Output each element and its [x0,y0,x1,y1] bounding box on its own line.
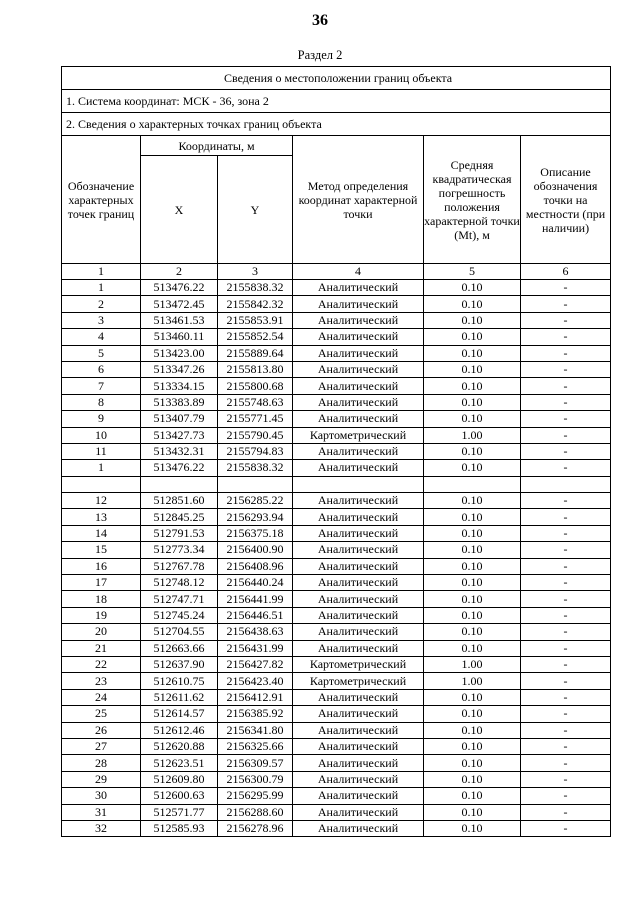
section-label: Раздел 2 [297,48,343,62]
column-number: 3 [218,264,293,280]
cell-y: 2155790.45 [218,427,293,443]
header-error: Средняя квадратическая погрешность положения характерной точки (Mt), м [424,136,521,264]
cell-point: 2 [62,296,141,312]
cell-desc: - [521,361,611,377]
cell-error: 0.10 [424,411,521,427]
cell-desc: - [521,296,611,312]
table-row [62,771,611,787]
page-number: 36 [312,12,328,29]
cell-error: 0.10 [424,280,521,296]
cell-x: 512571.77 [141,804,218,820]
table-row [62,640,611,656]
cell-method: Аналитический [293,411,424,427]
cell-error: 0.10 [424,525,521,541]
cell-x: 512585.93 [141,820,218,836]
cell-y: 2156341.80 [218,722,293,738]
cell-error: 1.00 [424,427,521,443]
header-coords: Координаты, м [141,136,293,156]
cell-point: 30 [62,788,141,804]
cell-point: 25 [62,706,141,722]
cell-desc: - [521,558,611,574]
cell-method: Картометрический [293,427,424,443]
cell-y: 2156295.99 [218,788,293,804]
cell-point: 28 [62,755,141,771]
table-row [62,509,611,525]
table-row [62,673,611,689]
cell-point: 6 [62,361,141,377]
cell-desc: - [521,738,611,754]
cell-desc: - [521,329,611,345]
cell-desc [521,476,611,492]
cell-y: 2156427.82 [218,656,293,672]
header-y: Y [218,156,293,264]
cell-x: 512773.34 [141,542,218,558]
cell-y: 2156400.90 [218,542,293,558]
header-method: Метод определения координат характерной точки [293,136,424,264]
cell-method: Аналитический [293,706,424,722]
table-row [62,476,611,492]
cell-error: 0.10 [424,558,521,574]
cell-error: 0.10 [424,542,521,558]
cell-error: 0.10 [424,443,521,459]
cell-method: Аналитический [293,493,424,509]
cell-method: Аналитический [293,296,424,312]
cell-desc: - [521,755,611,771]
cell-error: 0.10 [424,312,521,328]
cell-desc: - [521,493,611,509]
cell-x: 512610.75 [141,673,218,689]
cell-x: 512611.62 [141,689,218,705]
cell-error: 0.10 [424,460,521,476]
cell-error: 0.10 [424,329,521,345]
column-number: 5 [424,264,521,280]
cell-desc: - [521,280,611,296]
cell-desc: - [521,411,611,427]
header-point: Обозначение характерных точек границ [62,136,141,264]
table-title: Сведения о местоположении границ объекта [62,67,611,90]
table-row [62,460,611,476]
cell-point: 21 [62,640,141,656]
cell-x: 513460.11 [141,329,218,345]
cell-x: 512745.24 [141,607,218,623]
cell-error: 0.10 [424,345,521,361]
points-table-body [62,280,611,837]
table-row [62,345,611,361]
cell-error: 0.10 [424,394,521,410]
cell-x: 512637.90 [141,656,218,672]
cell-desc: - [521,656,611,672]
cell-y [218,476,293,492]
cell-x: 513432.31 [141,443,218,459]
table-row [62,788,611,804]
cell-y: 2156278.96 [218,820,293,836]
cell-error: 0.10 [424,788,521,804]
cell-x: 512767.78 [141,558,218,574]
cell-x: 513476.22 [141,460,218,476]
cell-error: 0.10 [424,493,521,509]
cell-method: Аналитический [293,624,424,640]
cell-point: 1 [62,460,141,476]
cell-point: 11 [62,443,141,459]
cell-error [424,476,521,492]
cell-error: 0.10 [424,771,521,787]
cell-method: Аналитический [293,509,424,525]
cell-x: 512600.63 [141,788,218,804]
cell-x [141,476,218,492]
cell-desc: - [521,378,611,394]
cell-method: Аналитический [293,722,424,738]
cell-desc: - [521,788,611,804]
cell-x: 512747.71 [141,591,218,607]
cell-method: Аналитический [293,378,424,394]
cell-method: Аналитический [293,542,424,558]
cell-method: Картометрический [293,673,424,689]
table-row [62,280,611,296]
cell-y: 2156375.18 [218,525,293,541]
cell-y: 2156446.51 [218,607,293,623]
table-row [62,689,611,705]
cell-method: Аналитический [293,394,424,410]
cell-desc: - [521,771,611,787]
points-heading: 2. Сведения о характерных точках границ объекта [62,113,611,136]
cell-x: 512663.66 [141,640,218,656]
cell-point: 24 [62,689,141,705]
cell-error: 1.00 [424,656,521,672]
cell-desc: - [521,607,611,623]
cell-method: Аналитический [293,607,424,623]
cell-y: 2155771.45 [218,411,293,427]
cell-x: 512614.57 [141,706,218,722]
cell-method: Аналитический [293,591,424,607]
cell-x: 513407.79 [141,411,218,427]
cell-error: 0.10 [424,640,521,656]
cell-point: 12 [62,493,141,509]
cell-method: Аналитический [293,280,424,296]
table-row [62,607,611,623]
cell-desc: - [521,575,611,591]
cell-method: Аналитический [293,558,424,574]
table-row [62,493,611,509]
column-number: 6 [521,264,611,280]
cell-y: 2155853.91 [218,312,293,328]
cell-desc: - [521,542,611,558]
cell-point: 5 [62,345,141,361]
column-numbers-row [62,264,611,280]
cell-x: 513347.26 [141,361,218,377]
cell-x: 513427.73 [141,427,218,443]
cell-method: Аналитический [293,361,424,377]
cell-desc: - [521,509,611,525]
cell-point: 17 [62,575,141,591]
cell-point: 9 [62,411,141,427]
cell-error: 0.10 [424,755,521,771]
column-number: 4 [293,264,424,280]
cell-desc: - [521,394,611,410]
cell-point: 26 [62,722,141,738]
cell-point: 23 [62,673,141,689]
cell-point: 13 [62,509,141,525]
cell-y: 2155794.83 [218,443,293,459]
cell-point: 3 [62,312,141,328]
cell-y: 2155838.32 [218,460,293,476]
cell-x: 512612.46 [141,722,218,738]
cell-x: 513334.15 [141,378,218,394]
cell-point: 14 [62,525,141,541]
table-row [62,427,611,443]
cell-method: Аналитический [293,345,424,361]
cell-method: Аналитический [293,788,424,804]
cell-method: Аналитический [293,525,424,541]
column-number: 2 [141,264,218,280]
cell-method: Аналитический [293,820,424,836]
cell-point: 16 [62,558,141,574]
cell-x: 512845.25 [141,509,218,525]
cell-point: 10 [62,427,141,443]
cell-point: 8 [62,394,141,410]
cell-desc: - [521,820,611,836]
cell-y: 2155838.32 [218,280,293,296]
cell-error: 0.10 [424,509,521,525]
cell-x: 513476.22 [141,280,218,296]
cell-error: 0.10 [424,738,521,754]
table-row [62,820,611,836]
cell-desc: - [521,673,611,689]
table-row [62,525,611,541]
column-number: 1 [62,264,141,280]
cell-y: 2156309.57 [218,755,293,771]
cell-desc: - [521,345,611,361]
cell-point: 15 [62,542,141,558]
cell-point: 1 [62,280,141,296]
cell-error: 0.10 [424,591,521,607]
cell-error: 0.10 [424,722,521,738]
table-row [62,656,611,672]
cell-y: 2156408.96 [218,558,293,574]
cell-point: 22 [62,656,141,672]
cell-point: 7 [62,378,141,394]
cell-y: 2155852.54 [218,329,293,345]
cell-desc: - [521,706,611,722]
table-row [62,329,611,345]
cell-x: 512748.12 [141,575,218,591]
cell-desc: - [521,443,611,459]
cell-point: 19 [62,607,141,623]
cell-point: 20 [62,624,141,640]
cell-desc: - [521,640,611,656]
cell-desc: - [521,525,611,541]
cell-method: Аналитический [293,460,424,476]
table-row [62,575,611,591]
cell-y: 2156440.24 [218,575,293,591]
cell-desc: - [521,689,611,705]
cell-y: 2155800.68 [218,378,293,394]
cell-error: 0.10 [424,706,521,722]
table-row [62,378,611,394]
table-row [62,722,611,738]
table-row [62,312,611,328]
cell-method: Аналитический [293,575,424,591]
cell-y: 2156438.63 [218,624,293,640]
cell-y: 2156412.91 [218,689,293,705]
cell-desc: - [521,624,611,640]
cell-desc: - [521,427,611,443]
table-row [62,443,611,459]
cell-desc: - [521,312,611,328]
cell-x: 513461.53 [141,312,218,328]
cell-error: 0.10 [424,575,521,591]
table-row [62,591,611,607]
table-row [62,411,611,427]
table-row [62,361,611,377]
boundary-points-table [61,66,611,837]
cell-x: 512620.88 [141,738,218,754]
cell-error: 0.10 [424,361,521,377]
cell-y: 2156325.66 [218,738,293,754]
cell-y: 2156288.60 [218,804,293,820]
cell-x: 512704.55 [141,624,218,640]
table-row [62,755,611,771]
cell-desc: - [521,804,611,820]
cell-y: 2156385.92 [218,706,293,722]
cell-x: 512851.60 [141,493,218,509]
cell-method: Аналитический [293,329,424,345]
table-row [62,804,611,820]
header-x: X [141,156,218,264]
table-row [62,542,611,558]
cell-error: 0.10 [424,624,521,640]
cell-y: 2155813.80 [218,361,293,377]
table-row [62,394,611,410]
cell-point: 29 [62,771,141,787]
cell-y: 2156300.79 [218,771,293,787]
cell-method: Аналитический [293,755,424,771]
cell-error: 1.00 [424,673,521,689]
cell-point: 4 [62,329,141,345]
cell-x: 512609.80 [141,771,218,787]
cell-method: Аналитический [293,804,424,820]
table-row [62,558,611,574]
table-row [62,624,611,640]
cell-y: 2155748.63 [218,394,293,410]
cell-method: Аналитический [293,312,424,328]
cell-desc: - [521,460,611,476]
cell-error: 0.10 [424,820,521,836]
cell-point: 27 [62,738,141,754]
cell-y: 2156423.40 [218,673,293,689]
cell-error: 0.10 [424,804,521,820]
cell-method: Аналитический [293,771,424,787]
cell-y: 2156293.94 [218,509,293,525]
cell-method [293,476,424,492]
cell-method: Картометрический [293,656,424,672]
cell-point [62,476,141,492]
table-row [62,296,611,312]
cell-error: 0.10 [424,689,521,705]
coordinate-system: 1. Система координат: МСК - 36, зона 2 [62,90,611,113]
table-row [62,706,611,722]
cell-error: 0.10 [424,296,521,312]
cell-error: 0.10 [424,378,521,394]
cell-error: 0.10 [424,607,521,623]
cell-point: 31 [62,804,141,820]
cell-method: Аналитический [293,738,424,754]
cell-y: 2155842.32 [218,296,293,312]
cell-method: Аналитический [293,443,424,459]
cell-point: 32 [62,820,141,836]
cell-y: 2156431.99 [218,640,293,656]
cell-desc: - [521,722,611,738]
header-desc: Описание обозначения точки на местности (при наличии) [521,136,611,264]
table-row [62,738,611,754]
cell-y: 2156441.99 [218,591,293,607]
cell-method: Аналитический [293,640,424,656]
cell-x: 512791.53 [141,525,218,541]
cell-desc: - [521,591,611,607]
cell-y: 2155889.64 [218,345,293,361]
cell-y: 2156285.22 [218,493,293,509]
cell-method: Аналитический [293,689,424,705]
cell-point: 18 [62,591,141,607]
cell-x: 513383.89 [141,394,218,410]
cell-x: 513423.00 [141,345,218,361]
cell-x: 513472.45 [141,296,218,312]
cell-x: 512623.51 [141,755,218,771]
